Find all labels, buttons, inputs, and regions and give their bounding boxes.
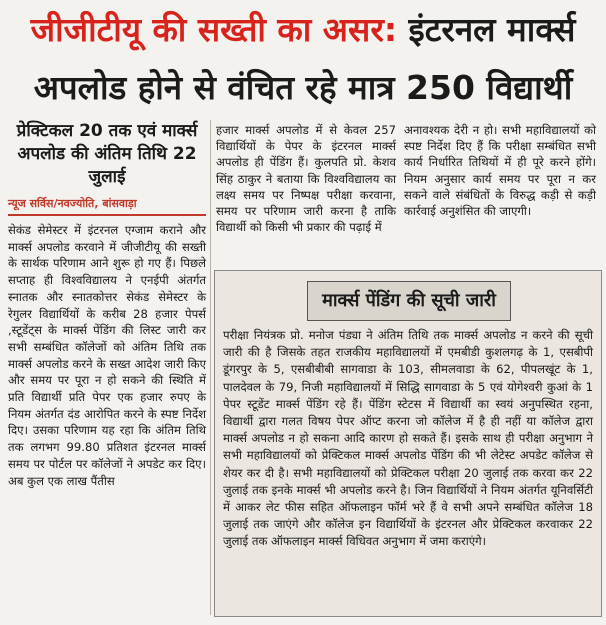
headline-line-1 — [0, 6, 606, 54]
left-column — [8, 120, 206, 489]
sidebar-box — [214, 270, 602, 617]
headline-dark-part: इंटरनल मार्क्स — [408, 10, 576, 49]
article-text-column-2: हजार मार्क्स अपलोड में से केवल 257 विद्यार्थियों के पेपर के इंटरनल मार्क्स अपलोड ही पेंडिंग हैं। कुलपति प्रो. केशव सिंह ठाकुर ने बताया कि विश्वविद्यालय का लक्ष्य समय पर निष्पक्ष परीक्षा करवाना, समय पर परिणाम जारी करना है ताकि विद्यार्थी को किसी भी प्रकार की पढ़ाई में — [216, 123, 396, 235]
byline-rule — [8, 214, 206, 216]
column-divider — [210, 120, 211, 615]
article-text-column-3: अनावश्यक देरी न हो। सभी महाविद्यालयों को स्पष्ट निर्देश दिए हैं कि परीक्षा सम्बंधित सभी कार्य निर्धारित तिथियों में ही पूरे करने होंगे। नियम अनुसार कार्य समय पर पूरा न कर सकने वाले संबंधितों के विरुद्ध कड़ी से कड़ी कार्रवाई अनुशंसित की जाएगी। — [404, 123, 596, 219]
headline-red-part: जीजीटीयू की सख्ती का असर: — [30, 10, 398, 49]
box-title: मार्क्स पेंडिंग की सूची जारी — [307, 281, 511, 321]
headline — [0, 0, 606, 118]
article-text-column-1: सेकंड सेमेस्टर में इंटरनल एग्जाम कराने और मार्क्स अपलोड करवाने में जीजीटीयू की सख्ती के सार्थक परिणाम आने शुरू हो गए हैं। पिछले सप्ताह ही विश्वविद्यालय ने एनईपी अंतर्गत स्नातक और स्नातकोत्तर सेकंड सेमेस्टर के रेगुलर विद्यार्थियों के करीब 28 हजार पेपर्स ,स्टूडेंट्स के मार्क्स पेंडिंग की लिस्ट जारी कर सभी सम्बंधित कॉलेजों को अंतिम तिथि तक मार्क्स अपलोड करने के सख्त आदेश जारी किए और समय पर पूरा न हो सकने की स्थिति में प्रति विद्यार्थी प्रति पेपर एक हजार रुपए के नियम अंतर्गत दंड आरोपित करने के स्पष्ट निर्देश दिए। उसका परिणाम यह रहा कि अंतिम तिथि तक लगभग 99.80 प्रतिशत इंटरनल मार्क्स समय पर पोर्टल पर कॉलेजों ने अपडेट कर दिए। अब कुल एक लाख पैंतीस — [8, 223, 206, 488]
subheadline: प्रेक्टिकल 20 तक एवं मार्क्स अपलोड की अंतिम तिथि 22 जुलाई — [16, 121, 198, 187]
box-text: परीक्षा नियंत्रक प्रो. मनोज पंड्या ने अंतिम तिथि तक मार्क्स अपलोड न करने की सूची जारी की है जिसके तहत राजकीय महाविद्यालयों में एमबीडी कुशलगढ़ के 1, एसबीपी डूंगरपुर के 5, एसबीबीबी सागवाडा के 103, सीमलवाडा के 62, पीपलखूंट के 1, पालदेवल के 79, निजी महाविद्यालयों में सिद्धि सागवाडा के 5 एवं योगेश्वरी कुआं के 1 पेपर स्टूडेंट मार्क्स पेंडिंग रहे हैं। पेंडिंग स्टेटस में विद्यार्थी का स्वयं अनुपस्थित रहना, विद्यार्थी द्वारा गलत विषय पेपर ऑप्ट करना जो कॉलेज में है ही नहीं या कॉलेज द्वारा मार्क्स अपलोड न हो सकना आदि कारण हो सकते हैं। इसके साथ ही परीक्षा अनुभाग ने सभी महाविद्यालयों को प्रेक्टिकल मार्क्स अपलोड पेंडिंग की भी लेटेस्ट अपडेट कॉलेज से शेयर कर दी है। सभी महाविद्यालयों को प्रेक्टिकल परीक्षा 20 जुलाई तक करवा कर 22 जुलाई तक इनके मार्क्स भी अपलोड करने है। जिन विद्यार्थियों ने नियम अंतर्गत यूनिवर्सिटी में आकर लेट फीस सहित ऑफलाइन फॉर्म भरे हैं वे सभी अपने सम्बंधित कॉलेज 18 जुलाई तक जाएंगे और कॉलेज इन विद्यार्थियों के इंटरनल और प्रेक्टिकल करवाकर 22 जुलाई तक ऑफलाइन मार्क्स विधिवत अनुभाग में जमा कराएंगे। — [223, 328, 593, 549]
byline: न्यूज सर्विस/नवज्योति, बांसवाड़ा — [8, 197, 137, 210]
headline-line-2: अपलोड होने से वंचित रहे मात्र 250 विद्यार्थी — [33, 68, 573, 107]
